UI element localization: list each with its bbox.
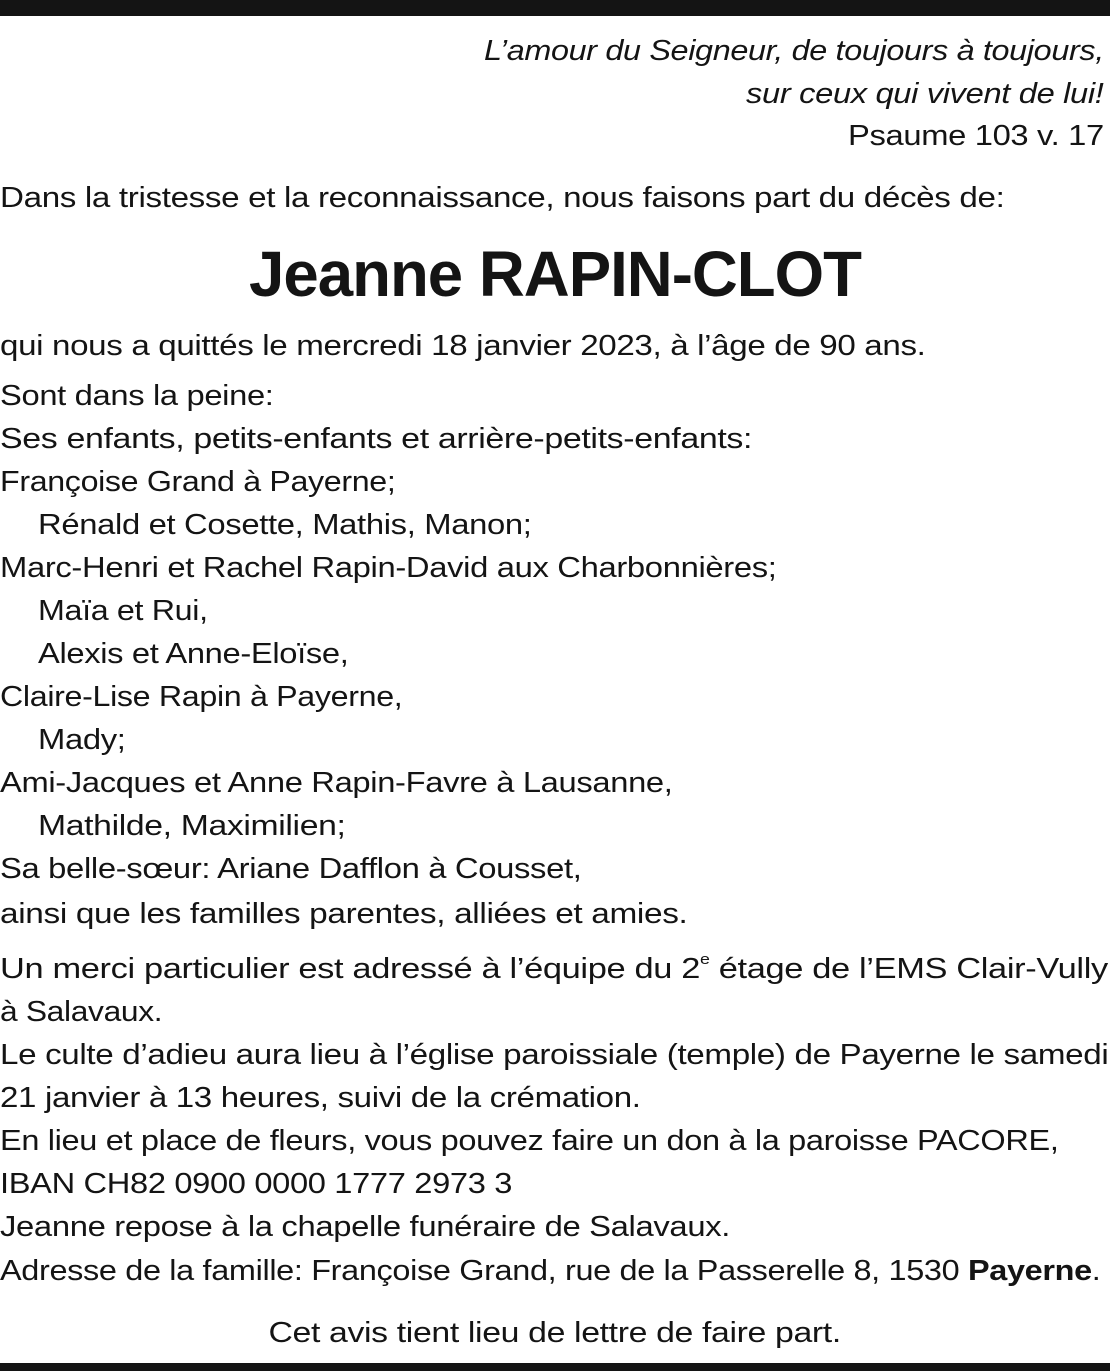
verse-reference: Psaume 103 v. 17 bbox=[848, 120, 1104, 152]
intro-text: Dans la tristesse et la reconnaissance, nous faisons part du décès de: bbox=[0, 182, 1005, 214]
thanks-line-1: Un merci particulier est adressé à l’équipe du 2e étage de l’EMS Clair-Vully bbox=[0, 951, 1108, 985]
mourner-line: Maïa et Rui, bbox=[38, 595, 208, 627]
mourner-line: Alexis et Anne-Eloïse, bbox=[38, 638, 349, 670]
closing-text: Cet avis tient lieu de lettre de faire part. bbox=[268, 1317, 842, 1349]
top-rule bbox=[0, 0, 1110, 16]
donation-line-1: En lieu et place de fleurs, vous pouvez faire un don à la paroisse PACORE, bbox=[0, 1125, 1059, 1157]
mourner-line: Rénald et Cosette, Mathis, Manon; bbox=[38, 509, 532, 541]
address-city: Payerne bbox=[967, 1255, 1092, 1287]
passing-text: qui nous a quittés le mercredi 18 janvier 2023, à l’âge de 90 ans. bbox=[0, 330, 926, 362]
family-address: Adresse de la famille: Françoise Grand, rue de la Passerelle 8, 1530 Payerne. bbox=[0, 1255, 1101, 1287]
mourner-line: Ami-Jacques et Anne Rapin-Favre à Lausanne, bbox=[0, 767, 673, 799]
ceremony-line-1: Le culte d’adieu aura lieu à l’église paroissiale (temple) de Payerne le samedi bbox=[0, 1039, 1109, 1071]
verse-line-2: sur ceux qui vivent de lui! bbox=[746, 78, 1104, 110]
mourner-line: Sa belle-sœur: Ariane Dafflon à Cousset, bbox=[0, 853, 582, 885]
verse-line-1: L’amour du Seigneur, de toujours à toujours, bbox=[484, 35, 1104, 67]
mourners-heading: Sont dans la peine: bbox=[0, 380, 274, 412]
mourner-line: Mady; bbox=[38, 724, 126, 756]
mourner-line: ainsi que les familles parentes, alliées et amies. bbox=[0, 898, 688, 930]
mourner-line: Marc-Henri et Rachel Rapin-David aux Charbonnières; bbox=[0, 552, 777, 584]
deceased-name: Jeanne RAPIN-CLOT bbox=[249, 238, 861, 310]
repose-text: Jeanne repose à la chapelle funéraire de Salavaux. bbox=[0, 1211, 731, 1243]
mourner-line: Mathilde, Maximilien; bbox=[38, 810, 346, 842]
donation-iban: IBAN CH82 0900 0000 1777 2973 3 bbox=[0, 1168, 513, 1200]
mourner-line: Claire-Lise Rapin à Payerne, bbox=[0, 681, 403, 713]
ceremony-line-2: 21 janvier à 13 heures, suivi de la crémation. bbox=[0, 1082, 641, 1114]
bottom-rule bbox=[0, 1363, 1110, 1371]
thanks-line-2: à Salavaux. bbox=[0, 996, 163, 1028]
mourner-line: Françoise Grand à Payerne; bbox=[0, 466, 396, 498]
mourner-line: Ses enfants, petits-enfants et arrière-petits-enfants: bbox=[0, 423, 753, 455]
